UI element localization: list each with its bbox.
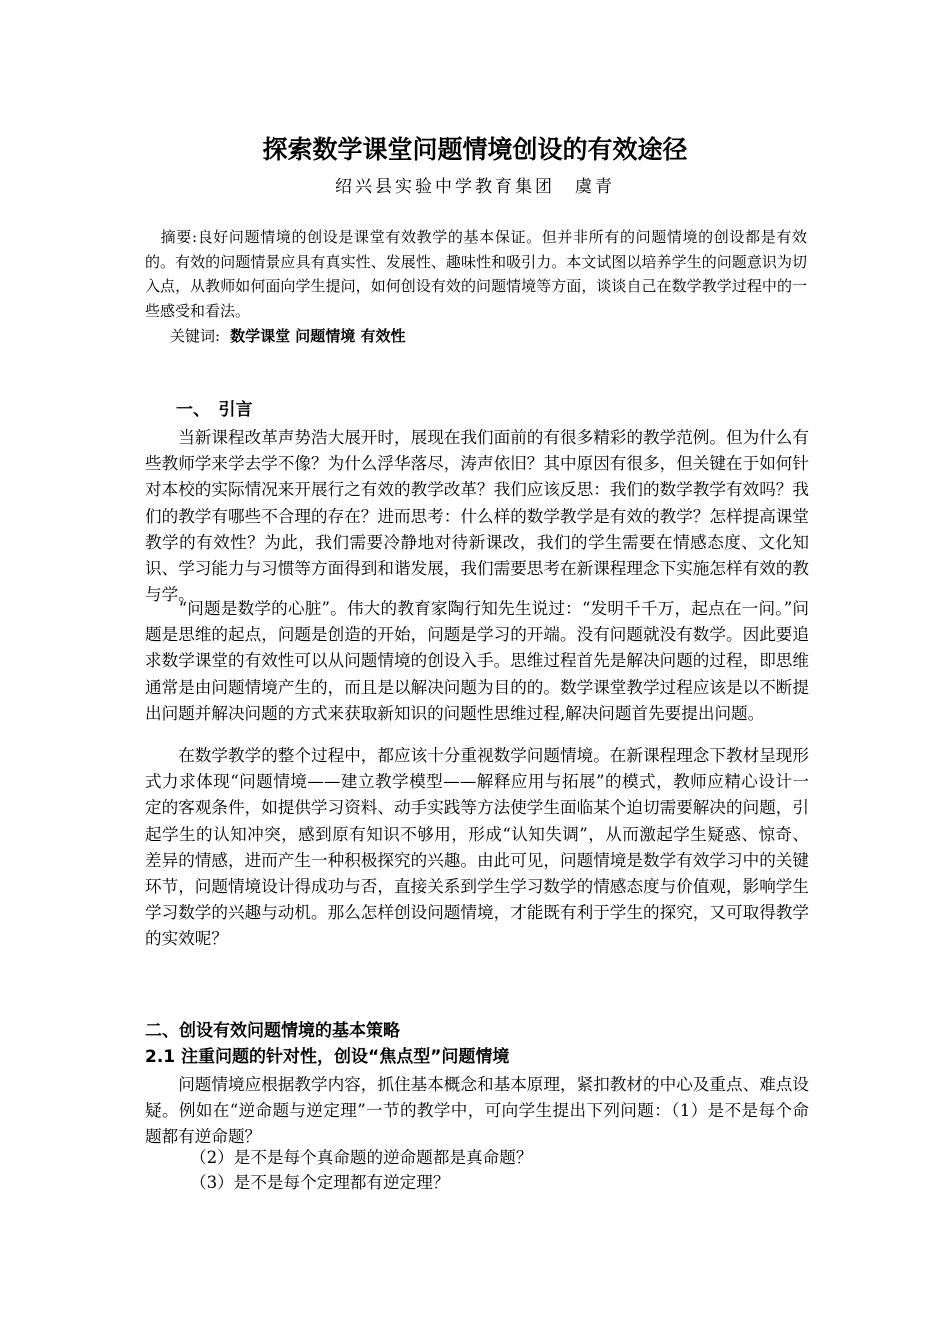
question-item: （3）是不是每个定理都有逆定理？	[190, 1173, 450, 1192]
author-line: 绍兴县实验中学教育集团 虞青	[335, 177, 615, 197]
abstract	[145, 225, 807, 323]
subsection-heading-2-1: 2.1 注重问题的针对性，创设“焦点型”问题情境	[145, 1047, 510, 1067]
section-heading-strategies: 二、创设有效问题情境的基本策略	[145, 1021, 400, 1041]
abstract-text: 摘要:良好问题情境的创设是课堂有效教学的基本保证。但并非所有的问题情境的创设都是有效的。有效的问题情景应具有真实性、发展性、趣味性和吸引力。本文试图以培养学生的问题意识为切入点，从教师如何面向学生提问，如何创设有效的问题情境等方面，谈谈自己在数学教学过程中的一些感受和看法。	[145, 228, 807, 320]
intro-paragraph-3	[145, 743, 809, 953]
question-item: （2）是不是每个真命题的逆命题都是真命题？	[190, 1148, 533, 1167]
intro-paragraph-2	[145, 596, 809, 727]
keywords-value: 数学课堂 问题情境 有效性	[230, 327, 406, 345]
section-heading-introduction: 一、 引言	[176, 400, 253, 420]
intro-paragraph-1	[145, 425, 809, 608]
intro-paragraph-2-text: “问题是数学的心脏”。伟大的教育家陶行知先生说过：“发明千千万，起点在一问。”问题是思维的起点，问题是创造的开始，问题是学习的开端。没有问题就没有数学。因此要追求数学课堂的有效性可以从问题情境的创设入手。思维过程首先是解决问题的过程，即思维通常是由问题情境产生的，而且是以解决问题为目的的。数学课堂教学过程应该是以不断提出问题并解决问题的方式来获取新知识的问题性思维过程,解决问题首先要提出问题。	[145, 599, 810, 723]
keywords-line	[170, 324, 810, 348]
document-title: 探索数学课堂问题情境创设的有效途径	[262, 135, 688, 164]
intro-paragraph-3-text: 在数学教学的整个过程中，都应该十分重视数学问题情境。在新课程理念下教材呈现形式力求体现“问题情境——建立教学模型——解释应用与拓展”的模式，教师应精心设计一定的客观条件，如提供学习资料、动手实践等方法使学生面临某个迫切需要解决的问题，引起学生的认知冲突，感到原有知识不够用，形成“认知失调”，从而激起学生疑惑、惊奇、差异的情感，进而产生一种积极探究的兴趣。由此可见，问题情境是数学有效学习中的关键环节，问题情境设计得成功与否，直接关系到学生学习数学的情感态度与价值观，影响学生学习数学的兴趣与动机。那么怎样创设问题情境，才能既有利于学生的探究，又可取得教学的实效呢？	[145, 746, 810, 949]
strategy-paragraph-text: 问题情境应根据教学内容，抓住基本概念和基本原理，紧扣教材的中心及重点、难点设疑。例如在“逆命题与逆定理”一节的教学中，可向学生提出下列问题：（1）是不是每个命题都有逆命题？	[145, 1075, 810, 1147]
strategy-paragraph	[145, 1072, 809, 1151]
intro-paragraph-1-text: 当新课程改革声势浩大展开时，展现在我们面前的有很多精彩的教学范例。但为什么有些教师学来学去学不像？为什么浮华落尽，涛声依旧？其中原因有很多，但关键在于如何针对本校的实际情况来开展行之有效的教学改革？我们应该反思：我们的数学教学有效吗？我们的教学有哪些不合理的存在？进而思考：什么样的数学教学是有效的教学？怎样提高课堂教学的有效性？为此，我们需要冷静地对待新课改，我们的学生需要在情感态度、文化知识、学习能力与习惯等方面得到和谐发展，我们需要思考在新课程理念下实施怎样有效的教与学。	[145, 428, 810, 605]
keywords-label: 关键词:	[170, 327, 221, 345]
